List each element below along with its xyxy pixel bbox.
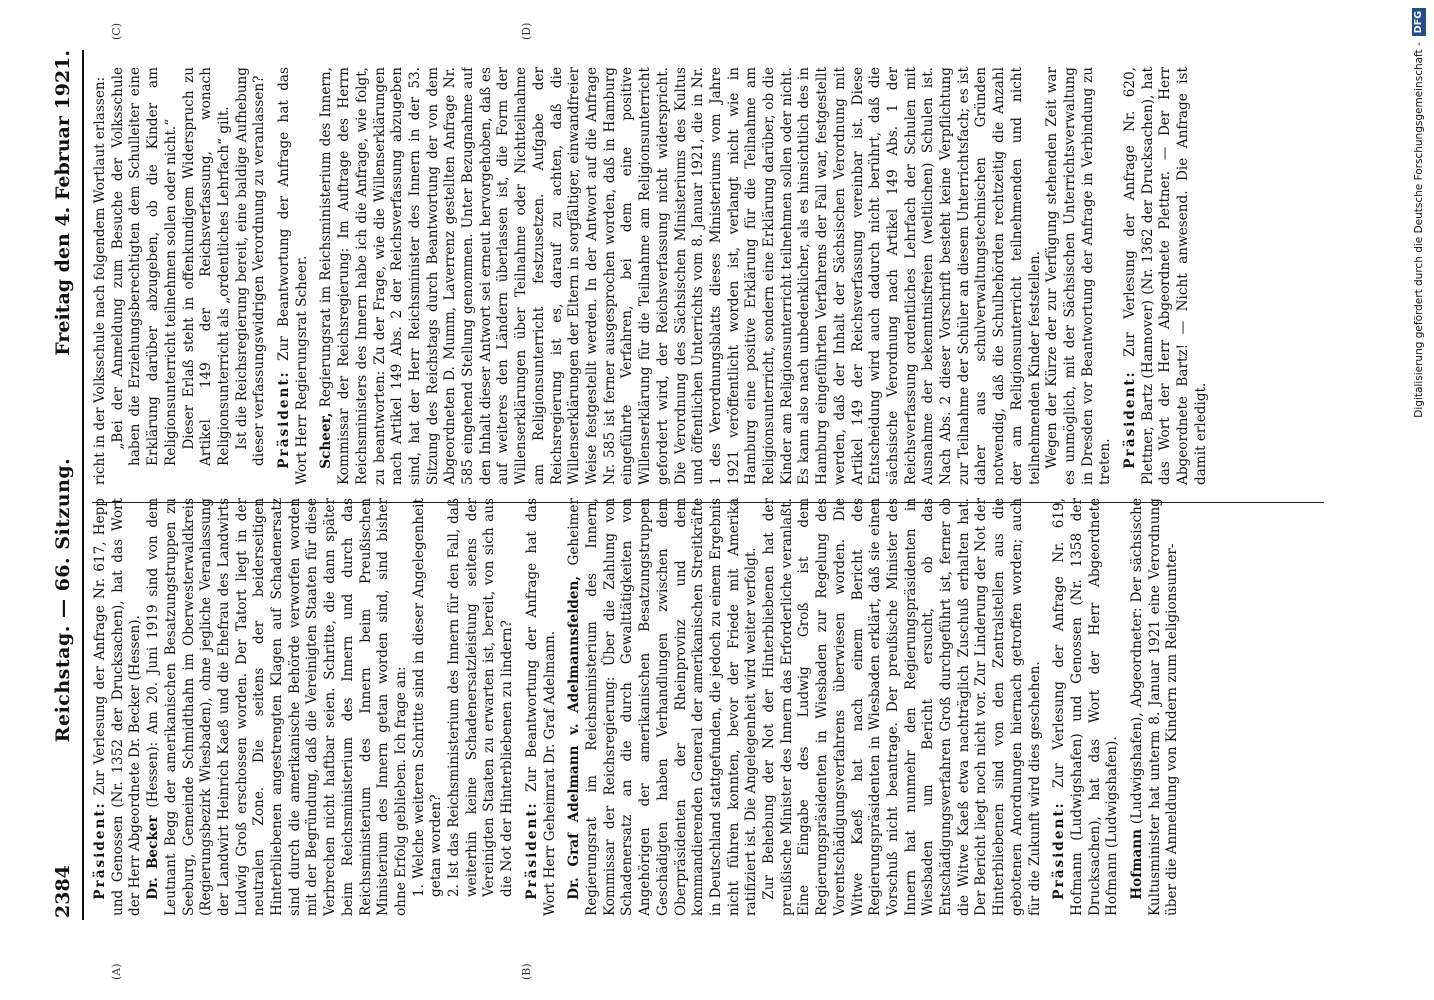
- margin-marker-b: (B): [520, 963, 533, 980]
- speaker-label: Hofmann: [1129, 828, 1146, 900]
- page-number: 2384: [52, 865, 74, 918]
- paragraph: [1129, 498, 1182, 916]
- speaker-label: Präsident:: [1051, 801, 1068, 900]
- speaker-label: Präsident:: [276, 370, 293, 469]
- paragraph-text: Wegen der Kürze der zur Verfügung stehenden Zeit war es unmöglich, mit der Sächsischen Unterrichtsverwaltung in Dresden vor Beantwortung der Anfrage in Verbindung zu treten.: [1044, 67, 1114, 485]
- paragraph-text: Zur Beantwortung der Anfrage hat das Wort Herr Geheimrat Dr. Graf Adelmann.: [523, 498, 558, 916]
- paragraph-text: Regierungsrat im Reichsministerium des Innern, Kommissar der Reichsregierung: Im Auftrage des Herrn Reichsministers des Innern habe ich die Anfrage, wie folgt, zu beantworten: Zu der Frage, wie die Willenserklärungen nach Artikel 149 Abs. 2 der Reichsverfassung abzugeben sind, hat der Herr Reichsminister des Innern in der 53. Sitzung des Reichstags durch Beantwortung der von dem Abgeordneten D. Mumm, Laverrenz gestellten Anfrage Nr. 585 eingehend Stellung genommen. Unter Bezugnahme auf den Inhalt dieser Antwort sei erneut hervorgehoben, daß es auf weiteres den Ländern überlassen ist, die Form der Willenserklärungen über Teilnahme oder Nichtteilnahme am Religionsunterricht festzusetzen. Aufgabe der Reichsregierung ist es, darauf zu achten, daß die Willenserklärungen der Eltern in sorgfältiger, einwandfreier Weise festgestellt werden. In der Antwort auf die Anfrage Nr. 585 ist ferner ausgesprochen worden, daß in Hamburg eingeführte Verfahren, bei dem eine positive Willenserklärung für die Teilnahme am Religionsunterricht gefordert wird, der Reichsverfassung nicht widerspricht. Die Verordnung des Sächsischen Ministeriums des Kultus und öffentlichen Unterrichts vom 8. Januar 1921, die in Nr. 1 des Verordnungsblatts dieses Ministeriums vom Jahre 1921 veröffentlicht worden ist, verlangt nicht wie in Hamburg eine positive Erklärung für die Teilnahme am Religionsunterricht, sondern eine Erklärung darüber, ob die Kinder am Religionsunterricht teilnehmen sollen oder nicht. Es kann also nach unbedenklicher, als es hinsichtlich des in Hamburg eingeführten Verfahrens der Fall war, festgestellt werden, daß der Inhalt der Sächsischen Verordnung mit Artikel 149 der Reichsverfassung vereinbar ist. Diese Entscheidung wird auch dadurch nicht berührt, daß die sächsische Verordnung nach Artikel 149 Abs. 1 der Reichsverfassung ordentliches Lehrfach der Schulen mit Ausnahme der bekenntnisfreien (weltlichen) Schulen ist. Nach Abs. 2 dieser Vorschrift besteht keine Verpflichtung zur Teilnahme der Schüler an diesem Unterrichtsfach; es ist daher aus schulverwaltungstechnischen Gründen notwendig, daß die Schulbehörden rechtzeitig die Anzahl der am Religionsunterricht teilnehmenden und nicht teilnehmenden Kinder feststellen.: [318, 67, 1043, 485]
- dfg-logo: DFG: [1412, 8, 1426, 36]
- right-column: [92, 67, 1324, 485]
- paragraph: [92, 498, 145, 916]
- header-rule: [82, 50, 84, 920]
- session-date: Freitag den 4. Februar 1921.: [52, 50, 74, 356]
- paragraph: [1051, 498, 1122, 916]
- speaker-label: Dr. Becker: [145, 815, 162, 900]
- margin-marker-a: (A): [110, 963, 123, 980]
- paragraph: [276, 67, 311, 485]
- paragraph-text: Dieser Erlaß steht in offenkundigem Widerspruch zu Artikel 149 der Reichsverfassung, wonach Religionsunterricht als „ordentliches Lehrfach“ gilt.: [180, 67, 232, 466]
- margin-marker-d: (D): [520, 22, 533, 40]
- paragraph-text: Zur Verlesung der Anfrage Nr. 620, Plettner, Bartz (Hannover) (Nr. 1362 der Drucksachen), hat das Wort der Herr Abgeordnete Plettner. — Der Herr Abgeordnete Bartz! — Nicht anwesend. Die Anfrage ist damit erledigt.: [1122, 67, 1209, 485]
- speaker-label: Präsident:: [92, 801, 108, 900]
- quoted-decree: „Bei der Anmeldung zum Besuche der Volksschule haben die Erziehungsberechtigten dem Schulleiter eine Erklärung darüber abzugeben, ob die Kinder am Religionsunterricht teilnehmen sollen oder nicht.“: [109, 67, 179, 466]
- speaker-label: Präsident:: [523, 801, 540, 900]
- funding-note: Digitalisierung gefördert durch die Deutsche Forschungsgemeinschaft -: [1413, 42, 1425, 418]
- speaker-label: Scheer,: [318, 412, 335, 469]
- paragraph: [318, 67, 1044, 485]
- paragraph: [145, 498, 411, 916]
- paragraph-text: Zur Behebung der Not der Hinterbliebenen hat der preußische Minister des Innern das Erforderliche veranlaßt. Eine Eingabe des Ludwig Groß ist dem Regierungspräsidenten in Wiesbaden zur Regelung des Vorentschädigungsverfahrens überwiesen worden. Die Witwe Kaeß hat nach einem Bericht des Regierungspräsidenten in Wiesbaden erklärt, daß sie einen Vorschuß nicht beantrage. Der preußische Minister des Innern hat nunmehr den Regierungspräsidenten in Wiesbaden um Bericht ersucht, ob das Entschädigungsverfahren Groß durchgeführt ist, ferner ob die Witwe Kaeß etwa nachträglich Zuschuß erhalten hat. Der Bericht liegt noch nicht vor. Zur Linderung der Not der Hinterbliebenen sind von den Zentralstellen aus die gebotenen Anordnungen hiernach getroffen worden; auch für die Zukunft wird dies geschehen.: [761, 498, 1043, 916]
- paragraph: [524, 498, 559, 916]
- left-column: [92, 498, 1324, 916]
- paragraph-text: Geheimer Regierungsrat im Reichsministerium des Innern, Kommissar der Reichsregierung: Über die Zahlung von Schadenersatz an die durch Gewalttätigkeiten von Angehörigen der amerikanischen Besatzungstruppen Geschädigten haben Verhandlungen zwischen dem Oberpräsidenten der Rheinprovinz und dem kommandierenden General der amerikanischen Streitkräfte in Deutschland stattgefunden, die jedoch zu einem Ergebnis nicht führen konnten, bevor der Friede mit Amerika ratifiziert ist. Die Angelegenheit wird weiter verfolgt.: [566, 498, 760, 916]
- paragraph-text: richt in der Volksschule nach folgendem Wortlaut erlassen:: [92, 76, 108, 485]
- paragraph-text: Ist die Reichsregierung bereit, eine baldige Aufhebung dieser verfassungswidrigen Verordnung zu veranlassen?: [233, 67, 268, 466]
- question-item: 1. Welche weiteren Schritte sind in dieser Angelegenheit getan worden?: [410, 498, 445, 897]
- session-title: Reichstag. — 66. Sitzung.: [52, 457, 74, 743]
- paragraph: [566, 498, 761, 916]
- paragraph-text: (Ludwigshafen), Abgeordneter: Der sächsische Kultusminister hat unterm 8. Januar 1921 eine Verordnung über die Anmeldung von Kindern zum Religionsunter-: [1129, 498, 1181, 916]
- paragraph: [1122, 67, 1211, 485]
- paragraph-text: Zur Verlesung der Anfrage Nr. 619, Hofmann (Ludwigshafen) und Genossen (Nr. 1358 der Drucksachen), hat das Wort der Herr Abgeordnete Hofmann (Ludwigshafen).: [1051, 498, 1121, 916]
- digitization-stamp: [1408, 8, 1430, 992]
- margin-marker-c: (C): [110, 23, 123, 40]
- question-item: 2. Ist das Reichsministerium des Innern für den Fall, daß weiterhin keine Schadenersatzleistung seitens der Vereinigten Staaten zu erwarten ist, bereit, von sich aus die Not der Hinterbliebenen zu lindern?: [446, 498, 516, 897]
- paragraph-text: Zur Verlesung der Anfrage Nr. 617, Hepp und Genossen (Nr. 1352 der Drucksachen), hat das Wort der Herr Abgeordnete Dr. Becker (Hessen).: [92, 498, 144, 916]
- paragraph-text: (Hessen): Am 20. Juni 1919 sind von dem Leutnant Begg der amerikanischen Besatzungstruppen zu Seeburg, Gemeinde Schmidthahn im Oberwesterwaldkreis (Regierungsbezirk Wiesbaden), ohne jegliche Veranlassung der Landwirt Heinrich Kaeß und die Ehefrau des Landwirts Ludwig Groß erschossen worden. Der Tatort liegt in der neutralen Zone. Die seitens der beiderseitigen Hinterbliebenen angestrengten Klagen auf Schadenersatz sind durch die amerikanische Behörde verworfen worden mit der Begründung, daß die Vereinigten Staaten für diese Verbrechen nicht haftbar seien. Schritte, die dann später beim Reichsministerium des Innern und durch das Reichsministerium des Innern beim Preußischen Ministerium des Innern getan worden sind, sind bisher ohne Erfolg geblieben. Ich frage an:: [145, 498, 409, 916]
- speaker-label: Präsident:: [1122, 370, 1139, 469]
- paragraph-text: Zur Beantwortung der Anfrage hat das Wort Herr Regierungsrat Scheer.: [276, 67, 310, 485]
- speaker-label: Dr. Graf Adelmann v. Adelmannsfelden,: [566, 575, 583, 900]
